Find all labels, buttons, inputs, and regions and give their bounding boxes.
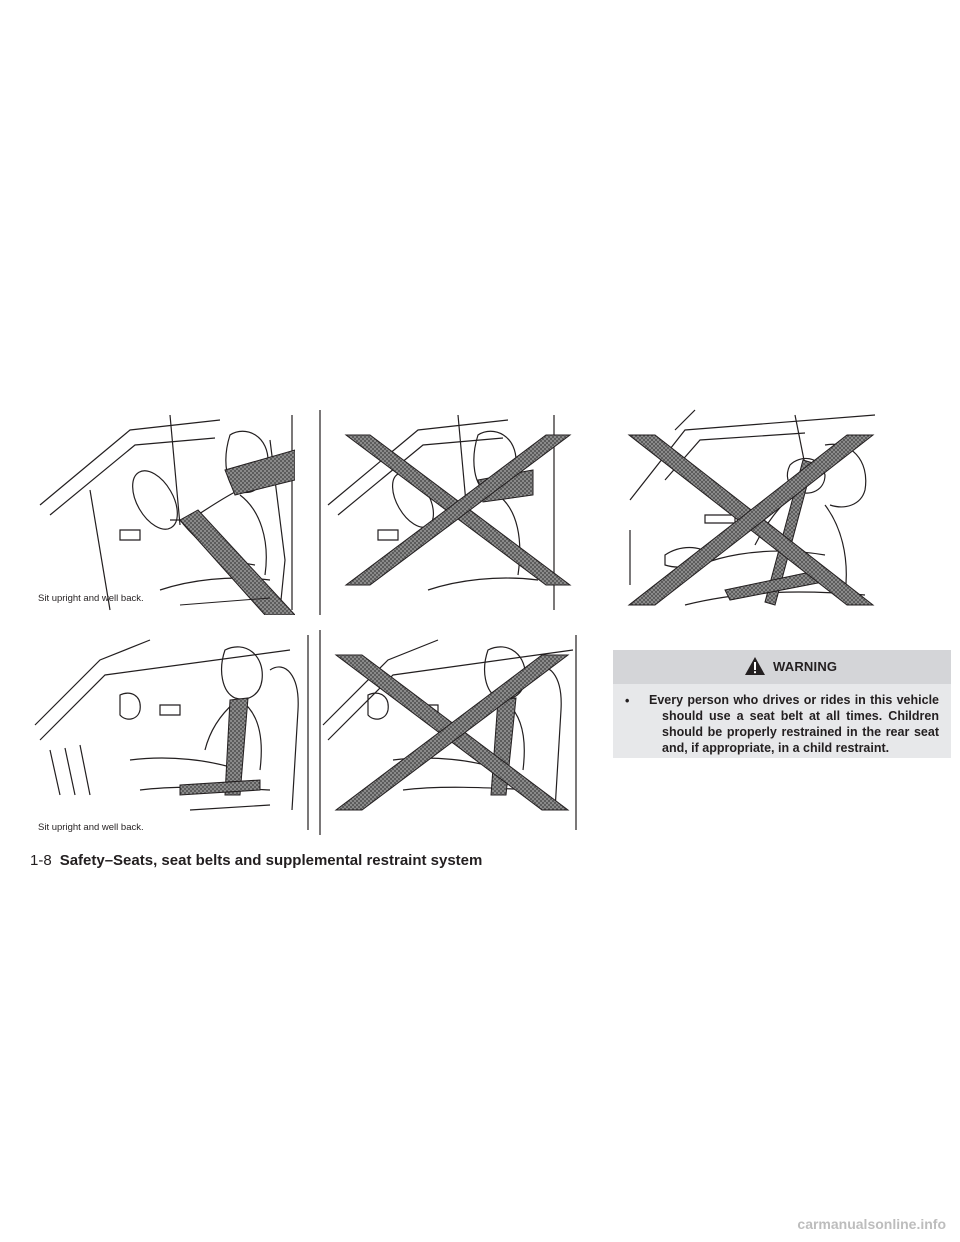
figure-passenger-incorrect [318, 630, 580, 835]
page-footer [30, 852, 482, 869]
warning-bullet: • [625, 694, 630, 708]
warning-text: Every person who drives or rides in this vehicle should use a seat belt at all times. Children should be properly restrained in the rear seat and, if appropriate, in a child restraint. [649, 693, 939, 755]
figure-caption: Sit upright and well back. [38, 822, 144, 833]
passenger-incorrect-drawing [318, 630, 580, 835]
section-title: Safety–Seats, seat belts and supplemental restraint system [59, 852, 483, 869]
child-incorrect-drawing [625, 405, 905, 615]
figure-driver-correct [30, 410, 295, 615]
warning-title: WARNING [773, 659, 838, 674]
driver-correct-drawing [30, 410, 295, 615]
watermark: carmanualsonline.info [797, 1216, 946, 1232]
driver-incorrect-drawing [318, 410, 580, 615]
figure-child-incorrect [625, 405, 905, 615]
figure-caption: Sit upright and well back. [38, 593, 144, 604]
figure-driver-incorrect [318, 410, 580, 615]
passenger-correct-drawing [30, 630, 310, 835]
warning-triangle-icon [744, 656, 766, 676]
page-number: 1-8 [30, 852, 52, 869]
figure-passenger-correct [30, 630, 310, 835]
warning-box [613, 650, 951, 758]
warning-header [613, 650, 951, 684]
